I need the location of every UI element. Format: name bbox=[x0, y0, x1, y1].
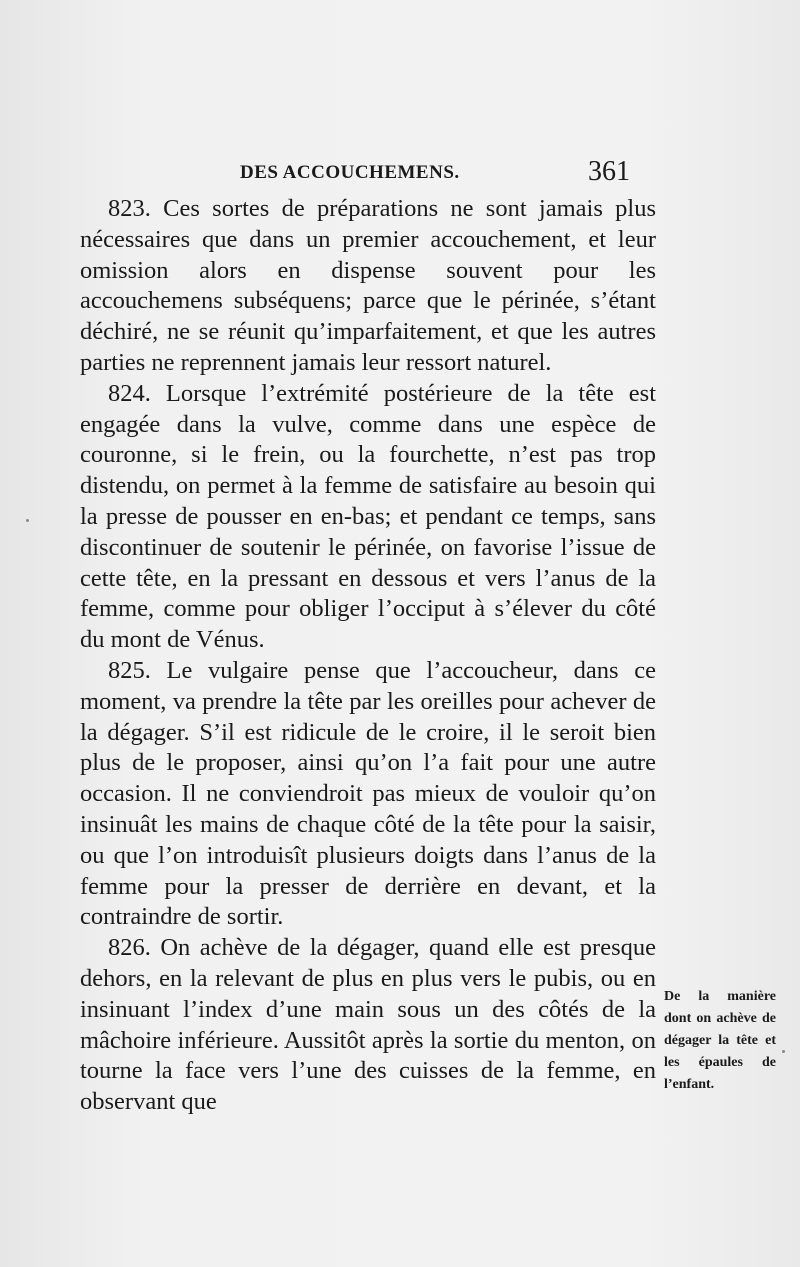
page-number: 361 bbox=[588, 156, 630, 187]
paragraph-824 bbox=[80, 379, 656, 656]
paragraph-number: 826. bbox=[108, 934, 151, 962]
paragraph-number: 825. bbox=[108, 656, 151, 684]
paragraph-number: 823. bbox=[108, 195, 151, 222]
paragraph-number: 824. bbox=[108, 379, 151, 407]
running-title: DES ACCOUCHEMENS. bbox=[240, 162, 460, 183]
paragraph-826 bbox=[80, 933, 656, 1118]
paragraph-825 bbox=[80, 656, 656, 933]
paragraph-text: Ces sortes de préparations ne sont jamais plus nécessaires que dans un premier accouchement, et leur omission alors en dispense souvent pour les accouchemens subséquens; parce que le périnée, s’étant déchiré, ne se réunit qu’imparfaitement, et que les autres parties ne reprennent jamais leur ressort naturel. bbox=[80, 195, 656, 376]
ink-speck bbox=[26, 519, 29, 522]
paragraph-823 bbox=[80, 194, 656, 379]
margin-note: De la manière dont on achève de dégager la tête et les épaules de l’enfant. bbox=[664, 989, 776, 1092]
page-body bbox=[80, 194, 656, 1118]
paragraph-text: Le vulgaire pense que l’accoucheur, dans ce moment, va prendre la tête par les oreilles pour achever de la dégager. S’il est ridicule de le croire, il le seroit bien plus de le proposer, ainsi qu’on l’a fait pour une autre occasion. Il ne conviendroit pas mieux de vouloir qu’on insinuât les mains de chaque côté de la tête pour la saisir, ou que l’on introduisît plusieurs doigts dans l’anus de la femme pour la presser de derrière en devant, et la contraindre de sortir. bbox=[80, 656, 656, 931]
paragraph-text: Lorsque l’extrémité postérieure de la tête est engagée dans la vulve, comme dans une espèce de couronne, si le frein, ou la fourchette, n’est pas trop distendu, on permet à la femme de satisfaire au besoin qui la presse de pousser en en-bas; et pendant ce temps, sans discontinuer de soutenir le périnée, on favorise l’issue de cette tête, en la pressant en dessous et vers l’anus de la femme, comme pour obliger l’occiput à s’élever du côté du mont de Vénus. bbox=[80, 379, 657, 654]
page-header bbox=[240, 158, 630, 190]
paragraph-text: On achève de la dégager, quand elle est presque dehors, en la relevant de plus en plus vers le pubis, ou en insinuant l’index d’une main sous un des côtés de la mâchoire inférieure. Aussitôt après la sortie du menton, on tourne la face vers l’une des cuisses de la femme, en observant que bbox=[80, 934, 656, 1116]
ink-speck bbox=[782, 1050, 785, 1053]
